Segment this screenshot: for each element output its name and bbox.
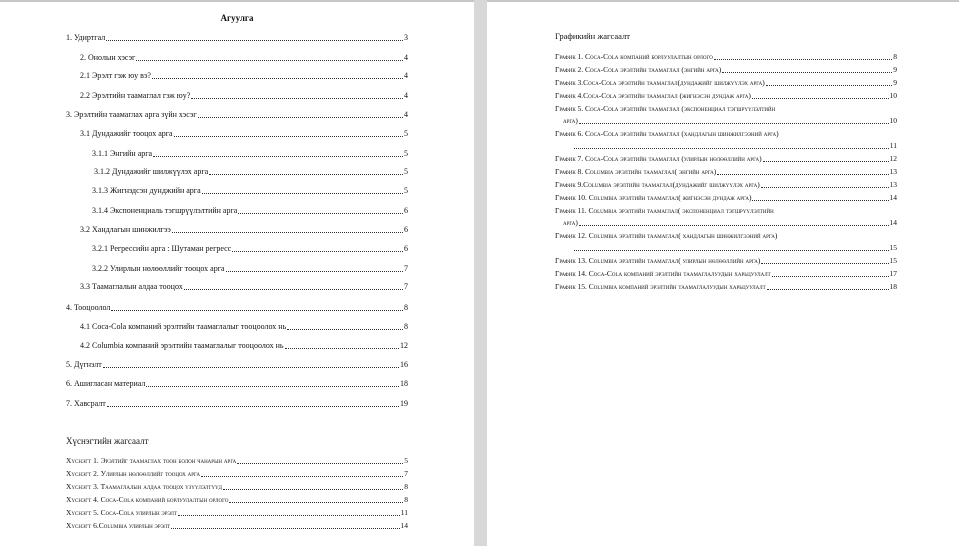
dot-leader — [574, 148, 889, 149]
dot-leader — [152, 78, 403, 79]
figure-list-entry-page-number: 13 — [889, 180, 897, 189]
figure-list-entry[interactable]: График 11. Columbia эрэлтийн таамаглал( экспоненциал тэгшрүүлэлтийн — [555, 206, 774, 215]
table-list-entry[interactable] — [66, 455, 408, 467]
dot-leader — [763, 161, 889, 162]
dot-leader — [136, 60, 403, 61]
toc-entry[interactable] — [80, 128, 408, 140]
page-gutter — [474, 0, 487, 546]
figure-list-entry-text: График 10. Columbia эрэлтийн таамаглал( жигнэсэн дундаж арга) — [555, 193, 752, 202]
dot-leader — [146, 386, 399, 387]
dot-leader — [717, 174, 888, 175]
dot-leader — [752, 98, 889, 99]
figure-list-entry-page-number: 18 — [889, 282, 897, 291]
figure-list-entry-text: График 7. Coca-Cola эрэлтийн таамаглал (улирлын нөлөөллийн арга) — [555, 154, 762, 163]
figure-list-entry-page-number: 9 — [893, 78, 897, 87]
dot-leader — [223, 489, 403, 490]
dot-leader — [229, 502, 403, 503]
figure-list-entry-continuation[interactable] — [563, 115, 897, 127]
figure-list-entry[interactable] — [555, 90, 897, 102]
toc-entry-page-number: 5 — [404, 186, 408, 195]
toc-entry-text: 3. Эрэлтийн таамаглах арга зүйн хэсэг — [66, 110, 197, 119]
figure-list-entry[interactable] — [555, 179, 897, 191]
dot-leader — [722, 72, 892, 73]
toc-entry-page-number: 8 — [404, 322, 408, 331]
toc-entry[interactable] — [80, 281, 408, 293]
figure-list-entry[interactable] — [555, 281, 897, 293]
toc-entry[interactable] — [92, 263, 408, 275]
dot-leader — [209, 174, 403, 175]
table-list-entry[interactable] — [66, 520, 408, 532]
document-page-left — [0, 0, 474, 546]
figure-list-entry-text: График 1. Coca-Cola компаний борлуулалтын орлого — [555, 52, 713, 61]
figure-list-entry[interactable] — [555, 255, 897, 267]
toc-entry-page-number: 16 — [400, 360, 408, 369]
dot-leader — [184, 289, 403, 290]
table-list-entry-page-number: 7 — [404, 469, 408, 478]
dot-leader — [761, 263, 888, 264]
dot-leader — [767, 289, 889, 290]
table-list-entry-page-number: 8 — [404, 495, 408, 504]
toc-entry[interactable] — [92, 148, 408, 160]
table-list-entry-page-number: 5 — [404, 456, 408, 465]
table-list-entry-text: Хүснэгт 2. Улирлын нөлөөллийг тооцох арга — [66, 469, 200, 478]
dot-leader — [201, 476, 403, 477]
toc-entry[interactable] — [92, 185, 408, 197]
toc-entry[interactable] — [94, 166, 408, 178]
figure-list-entry[interactable] — [555, 51, 897, 63]
toc-entry[interactable] — [80, 224, 408, 236]
figure-list-entry[interactable] — [555, 166, 897, 178]
toc-entry-page-number: 19 — [400, 399, 408, 408]
figure-list-entry-text: График 3.Coca-Cola эрэлтийн таамаглал(дундажийг шилжүүлэх арга) — [555, 78, 765, 87]
dot-leader — [103, 367, 399, 368]
dot-leader — [174, 136, 403, 137]
toc-entry[interactable] — [80, 70, 408, 82]
toc-entry-text: 2.1 Эрэлт гэж юу вэ? — [80, 71, 151, 80]
toc-entry-text: 4. Тооцоолол — [66, 303, 111, 312]
figure-list-entry-text: арга) — [563, 218, 578, 227]
toc-entry-page-number: 8 — [404, 303, 408, 312]
toc-entry-text: 4.1 Coca-Cola компаний эрэлтийн таамаглалыг тооцоолох нь — [80, 322, 287, 331]
toc-title: Агуулга — [220, 13, 254, 23]
table-list-entry-text: Хүснэгт 6.Columbia улирлын эрэлт — [66, 521, 171, 530]
dot-leader — [172, 232, 403, 233]
table-list-entry-text: Хүснэгт 4. Coca-Cola компаний борлуулалтын орлого — [66, 495, 229, 504]
dot-leader — [107, 406, 399, 407]
figure-list-entry[interactable] — [555, 192, 897, 204]
toc-entry[interactable] — [92, 243, 408, 255]
toc-entry-text: 2.2 Эрэлтийн таамаглал гэж юу? — [80, 91, 191, 100]
dot-leader — [202, 193, 403, 194]
page-top-edge — [0, 0, 474, 2]
toc-entry-text: 3.2 Хандлагын шинжилгээ — [80, 225, 171, 234]
table-list-entry-page-number: 11 — [400, 508, 408, 517]
dot-leader — [761, 187, 889, 188]
figure-list-entry-text: График 8. Columbia эрэлтийн таамаглал( энгийн арга) — [555, 167, 717, 176]
figure-list-entry-text: График 9.Columbia эрэлтийн таамаглал(дундажийг шилжүүлэх арга) — [555, 180, 760, 189]
toc-entry-page-number: 7 — [404, 264, 408, 273]
toc-entry-text: 3.1.2 Дундажийг шилжүүлэх арга — [94, 167, 209, 176]
figure-list-entry[interactable]: График 12. Columbia эрэлтийн таамаглал( хандлагын шинжилгээний арга) — [555, 231, 778, 240]
toc-entry-text: 3.1.4 Экспоненциаль тэгшрүүлэлтийн арга — [92, 206, 238, 215]
dot-leader — [237, 463, 403, 464]
dot-leader — [772, 276, 889, 277]
toc-entry-page-number: 4 — [404, 71, 408, 80]
toc-entry-text: 1. Удиртгал — [66, 33, 106, 42]
toc-entry-text: 3.2.1 Регрессийн арга : Шутаман регресс — [92, 244, 232, 253]
figure-list-entry-text: График 14. Coca-Cola компаний эрэлтийн таамаглалуудын харьцуулалт — [555, 269, 771, 278]
dot-leader — [579, 225, 889, 226]
toc-entry[interactable] — [80, 90, 408, 102]
toc-entry-text: 3.1.1 Энгийн арга — [92, 149, 153, 158]
dot-leader — [198, 117, 403, 118]
toc-entry-page-number: 4 — [404, 110, 408, 119]
figure-list-entry-page-number: 11 — [889, 141, 897, 150]
toc-entry-text: 3.3 Таамаглалын алдаа тооцох — [80, 282, 183, 291]
toc-entry[interactable] — [80, 321, 408, 333]
dot-leader — [178, 515, 400, 516]
dot-leader — [153, 156, 403, 157]
toc-entry-page-number: 6 — [404, 225, 408, 234]
toc-entry-text: 2. Онолын хэсэг — [80, 53, 136, 62]
toc-entry-page-number: 7 — [404, 282, 408, 291]
toc-entry[interactable] — [66, 32, 408, 44]
toc-entry-text: 3.2.2 Улирлын нөлөөллийг тооцох арга — [92, 264, 225, 273]
toc-entry[interactable] — [66, 359, 408, 371]
dot-leader — [766, 85, 893, 86]
dot-leader — [285, 348, 399, 349]
tables-list-title: Хүснэгтийн жагсаалт — [66, 436, 149, 446]
toc-entry[interactable] — [80, 340, 408, 352]
toc-entry-page-number: 3 — [404, 33, 408, 42]
dot-leader — [574, 250, 889, 251]
toc-entry-text: 6. Ашигласан материал — [66, 379, 146, 388]
table-list-entry[interactable] — [66, 468, 408, 480]
table-list-entry-page-number: 8 — [404, 482, 408, 491]
table-list-entry-text: Хүснэгт 1. Эрэлтийг таамаглах тоон болон чанарын арга — [66, 456, 237, 465]
toc-entry-page-number: 5 — [404, 129, 408, 138]
figure-list-entry-text: График 4.Coca-Cola эрэлтийн таамаглал (жигнэсэн дундаж арга) — [555, 91, 751, 100]
figure-list-entry-page-number: 15 — [889, 256, 897, 265]
figure-list-entry-page-number: 10 — [889, 116, 897, 125]
table-list-entry-page-number: 14 — [400, 521, 408, 530]
dot-leader — [752, 200, 888, 201]
figure-list-entry-text: График 13. Columbia эрэлтийн таамаглал( улирлын нөлөөллийн арга) — [555, 256, 761, 265]
table-list-entry[interactable] — [66, 507, 408, 519]
figure-list-entry-page-number: 9 — [893, 65, 897, 74]
figure-list-entry-continuation[interactable] — [563, 217, 897, 229]
toc-entry[interactable] — [80, 52, 408, 64]
figure-list-entry-page-number: 14 — [889, 193, 897, 202]
figure-list-entry-page-number: 13 — [889, 167, 897, 176]
figures-list-title: Графикийн жагсаалт — [555, 31, 630, 41]
toc-entry[interactable] — [66, 302, 408, 314]
toc-entry[interactable] — [66, 398, 408, 410]
figure-list-entry-page-number: 17 — [889, 269, 897, 278]
table-list-entry[interactable] — [66, 494, 408, 506]
toc-entry-text: 3.1 Дундажийг тооцох арга — [80, 129, 173, 138]
toc-entry-page-number: 18 — [400, 379, 408, 388]
figure-list-entry[interactable] — [555, 153, 897, 165]
figure-list-entry-text: График 2. Coca-Cola эрэлтийн таамаглал (энгийн арга) — [555, 65, 722, 74]
toc-entry[interactable] — [66, 378, 408, 390]
dot-leader — [232, 251, 403, 252]
figure-list-entry-continuation[interactable] — [573, 140, 897, 152]
toc-entry-page-number: 6 — [404, 206, 408, 215]
toc-entry-text: 3.1.3 Жигнэдсэн дунджийн арга — [92, 186, 201, 195]
table-list-entry-text: Хүснэгт 3. Таамаглалын алдаа тооцох үзүүлэлтүүд — [66, 482, 222, 491]
toc-entry-text: 7. Хавсралт — [66, 399, 106, 408]
figure-list-entry[interactable]: График 5. Coca-Cola эрэлтийн таамаглал (экспоненциал тэгшрүүлэлтийн — [555, 104, 776, 113]
toc-entry[interactable] — [92, 205, 408, 217]
dot-leader — [226, 271, 403, 272]
toc-entry-page-number: 12 — [400, 341, 408, 350]
figure-list-entry[interactable] — [555, 268, 897, 280]
page-top-edge — [487, 0, 959, 2]
toc-entry-text: 5. Дүгнэлт — [66, 360, 102, 369]
figure-list-entry-page-number: 8 — [893, 52, 897, 61]
document-page-right — [487, 0, 959, 546]
figure-list-entry[interactable]: График 6. Coca-Cola эрэлтийн таамаглал (хандлагын шинжилгээний арга) — [555, 129, 779, 138]
dot-leader — [106, 40, 403, 41]
dot-leader — [579, 123, 889, 124]
toc-entry-page-number: 5 — [404, 149, 408, 158]
figure-list-entry-text: арга) — [563, 116, 578, 125]
toc-entry-text: 4.2 Columbia компаний эрэлтийн таамаглалыг тооцоолох нь — [80, 341, 284, 350]
toc-entry-page-number: 6 — [404, 244, 408, 253]
dot-leader — [171, 528, 399, 529]
toc-entry-page-number: 4 — [404, 53, 408, 62]
dot-leader — [111, 310, 403, 311]
figure-list-entry-text: График 15. Columbia компаний эрэлтийн таамаглалуудын харьцуулалт — [555, 282, 766, 291]
figure-list-entry-page-number: 15 — [889, 243, 897, 252]
table-list-entry-text: Хүснэгт 5. Coca-Cola улирлын эрэлт — [66, 508, 177, 517]
figure-list-entry[interactable] — [555, 64, 897, 76]
figure-list-entry-page-number: 14 — [889, 218, 897, 227]
toc-entry[interactable] — [66, 109, 408, 121]
table-list-entry[interactable] — [66, 481, 408, 493]
figure-list-entry[interactable] — [555, 77, 897, 89]
toc-entry-page-number: 4 — [404, 91, 408, 100]
figure-list-entry-continuation[interactable] — [573, 242, 897, 254]
dot-leader — [238, 213, 403, 214]
toc-entry-page-number: 5 — [404, 167, 408, 176]
dot-leader — [714, 59, 892, 60]
dot-leader — [287, 329, 403, 330]
figure-list-entry-page-number: 10 — [889, 91, 897, 100]
dot-leader — [191, 98, 403, 99]
figure-list-entry-page-number: 12 — [889, 154, 897, 163]
